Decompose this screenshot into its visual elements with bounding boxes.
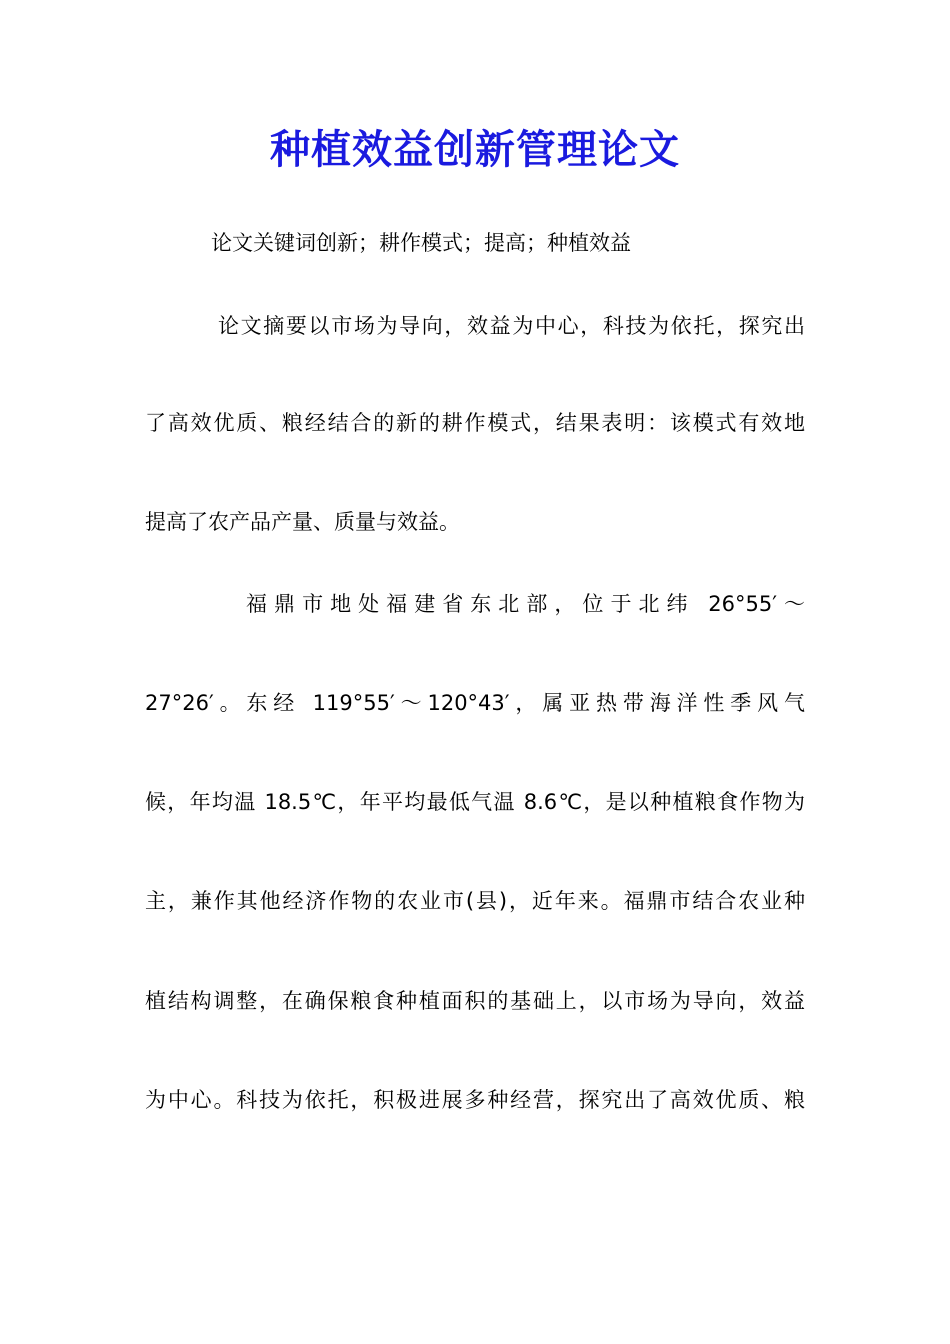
body-line: 为中心。科技为依托，积极进展多种经营，探究出了高效优质、粮 bbox=[145, 1088, 805, 1112]
abstract-line: 提高了农产品产量、质量与效益。 bbox=[145, 510, 460, 534]
body-line: 27°26′。东经 119°55′～120°43′，属亚热带海洋性季风气 bbox=[145, 691, 805, 715]
body-line: 主，兼作其他经济作物的农业市(县)，近年来。福鼎市结合农业种 bbox=[145, 889, 805, 913]
body-line: 候，年均温 18.5℃，年平均最低气温 8.6℃，是以种植粮食作物为 bbox=[145, 790, 805, 814]
body-line: 福鼎市地处福建省东北部，位于北纬 26°55′～ bbox=[246, 592, 805, 616]
document-title: 种植效益创新管理论文 bbox=[270, 126, 680, 173]
body-line: 植结构调整，在确保粮食种植面积的基础上，以市场为导向，效益 bbox=[145, 989, 805, 1013]
keywords-line: 论文关键词创新；耕作模式；提高；种植效益 bbox=[211, 231, 631, 255]
abstract-line: 论文摘要以市场为导向，效益为中心，科技为依托，探究出 bbox=[218, 314, 805, 338]
abstract-line: 了高效优质、粮经结合的新的耕作模式，结果表明：该模式有效地 bbox=[145, 411, 805, 435]
